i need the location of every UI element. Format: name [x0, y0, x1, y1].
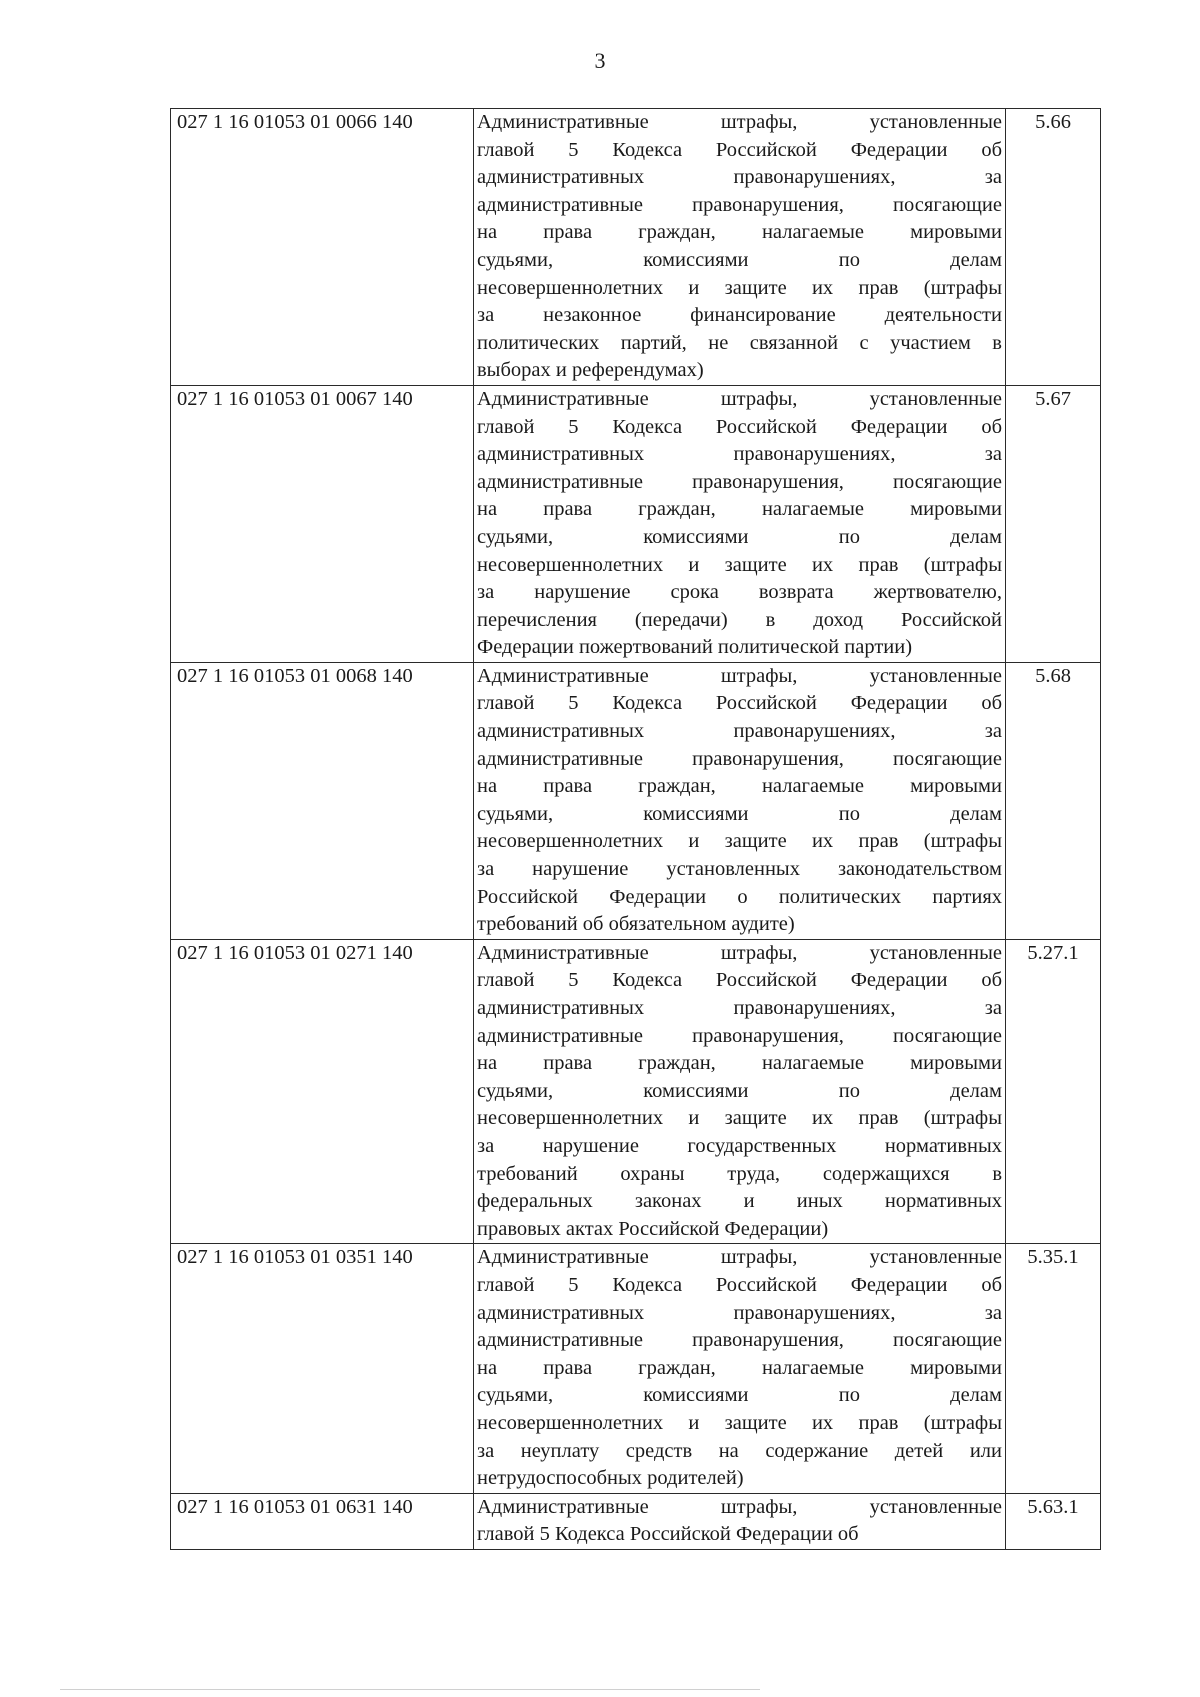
- description-cell: [474, 662, 1006, 939]
- description-line: судьями, комиссиями по делам: [477, 1079, 1002, 1102]
- description-line: нетрудоспособных родителей): [477, 1467, 744, 1490]
- koap-article-cell: 5.68: [1006, 662, 1101, 939]
- description-cell: [474, 1493, 1006, 1549]
- description-line: несовершеннолетних и защите их прав (штрафы: [477, 553, 1002, 576]
- description-line: Административные штрафы, установленные: [477, 111, 1002, 133]
- description-line: административные правонарушения, посягающие: [477, 747, 1002, 770]
- description-line: правовых актах Российской Федерации): [477, 1217, 829, 1240]
- description-cell: [474, 385, 1006, 662]
- kbk-code-cell: 027 1 16 01053 01 0631 140: [171, 1493, 474, 1549]
- kbk-code-cell: 027 1 16 01053 01 0068 140: [171, 662, 474, 939]
- description-cell: [474, 939, 1006, 1244]
- table-row: [171, 662, 1101, 939]
- description-cell: [474, 109, 1006, 386]
- description-line: федеральных законах и иных нормативных: [477, 1190, 1002, 1213]
- description-line: требований охраны труда, содержащихся в: [477, 1162, 1002, 1185]
- description-line: на права граждан, налагаемые мировыми: [477, 221, 1002, 244]
- description-line: требований об обязательном аудите): [477, 913, 795, 936]
- description-line: главой 5 Кодекса Российской Федерации об: [477, 138, 1002, 161]
- description-line: главой 5 Кодекса Российской Федерации об: [477, 969, 1002, 992]
- description-line: несовершеннолетних и защите их прав (штрафы: [477, 276, 1002, 299]
- description-line: политических партий, не связанной с участием в: [477, 331, 1002, 354]
- description-line: главой 5 Кодекса Российской Федерации об: [477, 1523, 859, 1546]
- koap-article-cell: 5.66: [1006, 109, 1101, 386]
- description-line: за нарушение государственных нормативных: [477, 1134, 1002, 1157]
- table-row: [171, 1244, 1101, 1493]
- description-line: административных правонарушениях, за: [477, 997, 1002, 1019]
- page-number: 3: [594, 48, 606, 73]
- koap-article-cell: 5.67: [1006, 385, 1101, 662]
- description-line: выборах и референдумах): [477, 359, 704, 382]
- description-line: административные правонарушения, посягающие: [477, 470, 1002, 493]
- description-line: на права граждан, налагаемые мировыми: [477, 498, 1002, 521]
- description-line: судьями, комиссиями по делам: [477, 525, 1002, 548]
- description-line: за нарушение установленных законодательством: [477, 858, 1002, 881]
- table-row: [171, 385, 1101, 662]
- description-line: судьями, комиссиями по делам: [477, 248, 1002, 271]
- description-line: Административные штрафы, установленные: [477, 387, 1002, 410]
- description-line: Административные штрафы, установленные: [477, 1495, 1002, 1518]
- description-line: за нарушение срока возврата жертвователю,: [477, 581, 1002, 604]
- description-line: несовершеннолетних и защите их прав (штрафы: [477, 1107, 1002, 1130]
- description-line: Федерации пожертвований политической партии): [477, 636, 913, 659]
- kbk-code-cell: 027 1 16 01053 01 0066 140: [171, 109, 474, 386]
- table-row: [171, 1493, 1101, 1549]
- description-cell: [474, 1244, 1006, 1493]
- kbk-code-cell: 027 1 16 01053 01 0351 140: [171, 1244, 474, 1493]
- budget-classification-table: [170, 108, 1101, 1550]
- description-line: административных правонарушениях, за: [477, 166, 1002, 189]
- scan-edge-line: [60, 1689, 760, 1690]
- description-line: перечисления (передачи) в доход Российской: [477, 608, 1002, 631]
- description-line: административные правонарушения, посягающие: [477, 1024, 1002, 1047]
- description-line: главой 5 Кодекса Российской Федерации об: [477, 1273, 1002, 1296]
- koap-article-cell: 5.63.1: [1006, 1493, 1101, 1549]
- description-line: судьями, комиссиями по делам: [477, 1384, 1002, 1407]
- kbk-code-cell: 027 1 16 01053 01 0271 140: [171, 939, 474, 1244]
- description-line: на права граждан, налагаемые мировыми: [477, 775, 1002, 798]
- description-line: Административные штрафы, установленные: [477, 1246, 1002, 1269]
- description-line: административных правонарушениях, за: [477, 1301, 1002, 1324]
- description-line: Российской Федерации о политических партиях: [477, 885, 1002, 908]
- kbk-code-cell: 027 1 16 01053 01 0067 140: [171, 385, 474, 662]
- description-line: административные правонарушения, посягающие: [477, 193, 1002, 216]
- description-line: административные правонарушения, посягающие: [477, 1329, 1002, 1352]
- table-row: [171, 939, 1101, 1244]
- description-line: административных правонарушениях, за: [477, 443, 1002, 466]
- description-line: на права граждан, налагаемые мировыми: [477, 1356, 1002, 1379]
- description-line: несовершеннолетних и защите их прав (штрафы: [477, 830, 1002, 853]
- description-line: главой 5 Кодекса Российской Федерации об: [477, 692, 1002, 715]
- description-line: судьями, комиссиями по делам: [477, 802, 1002, 825]
- description-line: Административные штрафы, установленные: [477, 941, 1002, 964]
- description-line: Административные штрафы, установленные: [477, 664, 1002, 687]
- description-line: на права граждан, налагаемые мировыми: [477, 1052, 1002, 1075]
- koap-article-cell: 5.35.1: [1006, 1244, 1101, 1493]
- description-line: за неуплату средств на содержание детей или: [477, 1439, 1002, 1462]
- description-line: несовершеннолетних и защите их прав (штрафы: [477, 1411, 1002, 1434]
- table-body: [171, 109, 1101, 1550]
- description-line: главой 5 Кодекса Российской Федерации об: [477, 415, 1002, 438]
- description-line: за незаконное финансирование деятельности: [477, 304, 1002, 327]
- koap-article-cell: 5.27.1: [1006, 939, 1101, 1244]
- description-line: административных правонарушениях, за: [477, 720, 1002, 743]
- table-row: [171, 109, 1101, 386]
